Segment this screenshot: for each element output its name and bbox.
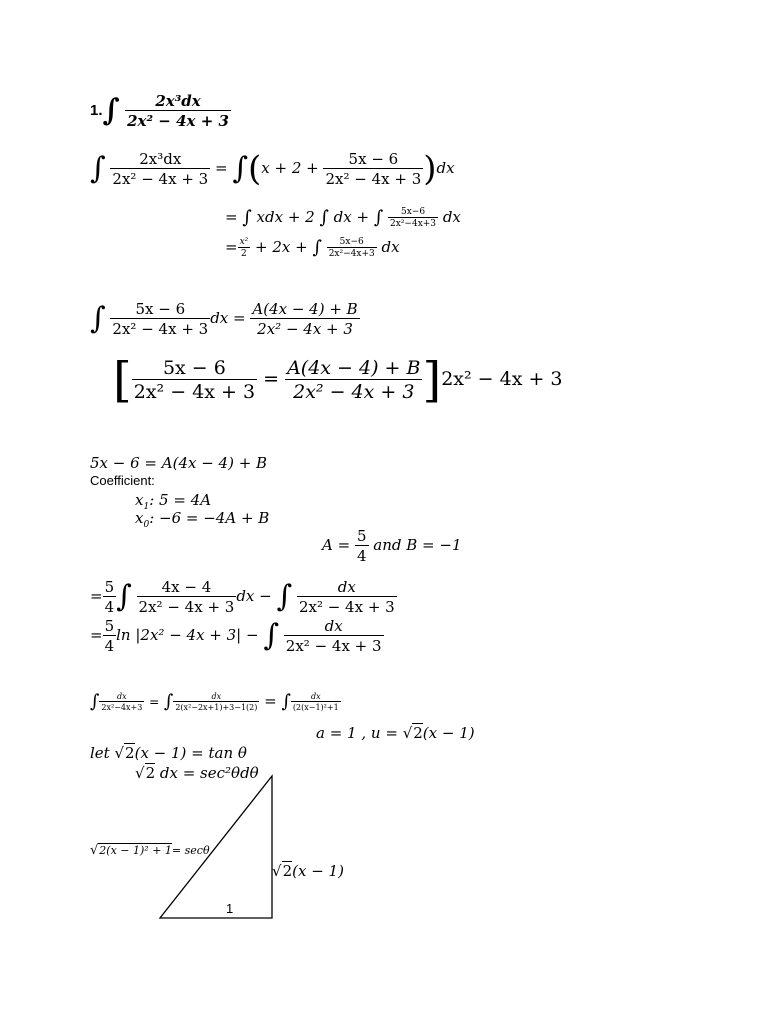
opposite-side-label (272, 862, 344, 880)
term: + 2x + (255, 238, 308, 256)
a-label: A = (322, 536, 351, 554)
mid-term: dx − (236, 587, 272, 605)
numerator: A(4x − 4) + B (252, 300, 358, 318)
x0-coefficient (135, 509, 269, 530)
numerator: dx (337, 578, 356, 596)
denominator: 2x² − 4x + 3 (325, 170, 422, 188)
numerator: 5x − 6 (162, 357, 226, 379)
denominator: 2x²−4x+3 (328, 249, 375, 259)
rhs-fraction (285, 357, 422, 403)
denominator: 2x² − 4x + 3 (298, 598, 395, 616)
var: x (135, 509, 144, 527)
radicand: 2 (282, 862, 293, 880)
differential: dx (381, 238, 400, 256)
solution-a-b (322, 527, 462, 565)
denominator: 2x² − 4x + 3 (285, 379, 422, 403)
problem-number: 1. (90, 102, 103, 119)
first-fraction (137, 578, 237, 616)
term: dx + (333, 208, 370, 226)
denominator: 2x² − 4x + 3 (127, 112, 229, 130)
denominator: (2(x−1)²+1 (292, 703, 339, 712)
numerator: 4x − 4 (161, 578, 212, 596)
denominator: 2x² − 4x + 3 (250, 318, 359, 338)
integral-sign: ∫ (163, 691, 174, 712)
integral-sign: ∫ (242, 207, 252, 228)
remaining-fraction (284, 617, 384, 655)
a-u-definition (316, 724, 475, 742)
half-x-squared (238, 237, 251, 259)
second-fraction (297, 578, 397, 616)
denominator: 4 (356, 547, 367, 565)
open-bracket: [ (113, 352, 132, 408)
open-paren: ( (247, 149, 262, 189)
denominator: 2x²−4x+3 (390, 219, 437, 229)
step-polynomial-division (90, 150, 455, 188)
small-fraction (388, 207, 438, 229)
adjacent-side-label: 1 (226, 901, 234, 916)
integral-sign: ∫ (90, 301, 106, 336)
lhs-fraction (110, 300, 210, 338)
numerator: dx (324, 617, 343, 635)
numerator: dx (117, 692, 127, 701)
differential: dx (436, 159, 455, 177)
denominator: 4 (104, 637, 115, 655)
integral-sign: ∫ (90, 151, 106, 186)
poly-part: x + 2 + (261, 159, 319, 177)
rest: (x − 1) (422, 724, 475, 742)
radical-icon: √ (135, 764, 145, 782)
step-partial-result (225, 237, 400, 259)
denominator: 2x²−4x+3 (101, 703, 143, 712)
rest: = secθ (171, 844, 210, 857)
step-log-result (90, 617, 384, 655)
rhs-fraction (250, 300, 359, 338)
integral-sign: ∫ (116, 579, 132, 614)
radicand: 2 (413, 724, 423, 742)
step-split-partial (90, 578, 397, 616)
denominator: 2 (238, 247, 251, 259)
radical-icon: √ (272, 862, 282, 880)
equals-sign: = (225, 208, 238, 226)
numerator: x² (239, 237, 249, 247)
fraction-c (291, 692, 341, 712)
denominator: 2x² − 4x + 3 (138, 598, 235, 616)
log-term: ln |2x² − 4x + 3| − (116, 626, 259, 644)
let-keyword: let (90, 744, 110, 762)
equals-sign: = (149, 695, 160, 709)
denominator: 2x² − 4x + 3 (112, 170, 209, 188)
fraction-b (173, 692, 259, 712)
numerator: 5x−6 (400, 207, 426, 217)
b-value: and B = −1 (373, 536, 462, 554)
five-fourths (103, 617, 117, 655)
integral-sign: ∫ (312, 237, 322, 258)
integral-sign: ∫ (90, 691, 100, 712)
a-fraction (355, 527, 369, 565)
rhs: : −6 = −4A + B (149, 509, 270, 527)
step-split-integral (225, 207, 461, 229)
rest: dx = sec²θdθ (159, 764, 259, 782)
numerator: A(4x − 4) + B (287, 357, 421, 379)
hypotenuse-label (90, 843, 210, 858)
five-fourths (103, 578, 117, 616)
numerator: 2x³dx (139, 150, 182, 168)
term: xdx + 2 (256, 208, 315, 226)
rest: (x − 1) = tan θ (134, 744, 247, 762)
denominator: 2x² − 4x + 3 (133, 381, 256, 403)
numerator: 5 (104, 578, 115, 596)
step-complete-square (90, 692, 341, 712)
integral-sign: ∫ (263, 618, 279, 653)
remainder-fraction (323, 150, 423, 188)
equals-sign: = (214, 159, 228, 177)
substitution-let (90, 744, 247, 762)
problem-fraction (125, 92, 231, 130)
integral-sign: ∫ (319, 207, 329, 228)
radical-icon: √ (114, 744, 125, 762)
lhs-fraction (110, 150, 210, 188)
radicand: 2(x − 1)² + 1 (99, 844, 172, 857)
multiplier: 2x² − 4x + 3 (441, 368, 563, 390)
small-fraction (327, 237, 377, 259)
problem-statement (90, 92, 231, 130)
numerator: dx (310, 692, 321, 701)
equals-sign: = (90, 626, 103, 644)
numerator: dx (211, 692, 222, 701)
numerator: 5 (104, 617, 115, 635)
denominator: 2(x²−2x+1)+3−1(2) (175, 703, 258, 712)
denominator: 2x² − 4x + 3 (112, 320, 209, 338)
var: x (135, 491, 144, 509)
differential: dx (442, 208, 461, 226)
numerator: 5x − 6 (135, 300, 186, 318)
fraction-a (99, 692, 144, 712)
rhs: : 5 = 4A (149, 491, 212, 509)
integral-sign: ∫ (276, 579, 293, 614)
close-bracket: ] (422, 352, 442, 408)
coefficient-label: Coefficient: (90, 473, 155, 488)
step-multiply-denominator (113, 352, 563, 408)
subscript: 1 (143, 502, 150, 512)
radicand: 2 (145, 764, 156, 782)
numerator: 5x − 6 (348, 150, 399, 168)
radicand: 2 (125, 744, 135, 762)
equals-sign: = (90, 587, 103, 605)
coefficient-equation: 5x − 6 = A(4x − 4) + B (90, 454, 268, 472)
a-u-text: a = 1 , u = (316, 724, 398, 742)
integral-sign: ∫ (281, 691, 291, 712)
subscript: 0 (143, 520, 150, 530)
lhs-fraction (132, 357, 257, 403)
integral-sign: ∫ (102, 93, 120, 128)
substitution-differential (135, 764, 259, 782)
denominator: 2x² − 4x + 3 (285, 637, 382, 655)
radical-icon: √ (90, 843, 99, 858)
rest: (x − 1) (292, 862, 344, 880)
close-paren: ) (423, 149, 437, 189)
step-partial-fraction-setup (90, 300, 360, 338)
numerator: 5 (356, 527, 367, 545)
integral-sign: ∫ (373, 207, 384, 228)
equals-sign: = (263, 368, 280, 390)
integral-sign: ∫ (232, 151, 248, 186)
equals-sign: = (225, 238, 238, 256)
equals-sign: = (264, 692, 277, 710)
radical-icon: √ (402, 724, 413, 742)
differential-equals: dx = (210, 309, 246, 327)
numerator: 5x−6 (339, 237, 364, 247)
numerator: 2x³dx (155, 92, 201, 110)
denominator: 4 (104, 598, 115, 616)
